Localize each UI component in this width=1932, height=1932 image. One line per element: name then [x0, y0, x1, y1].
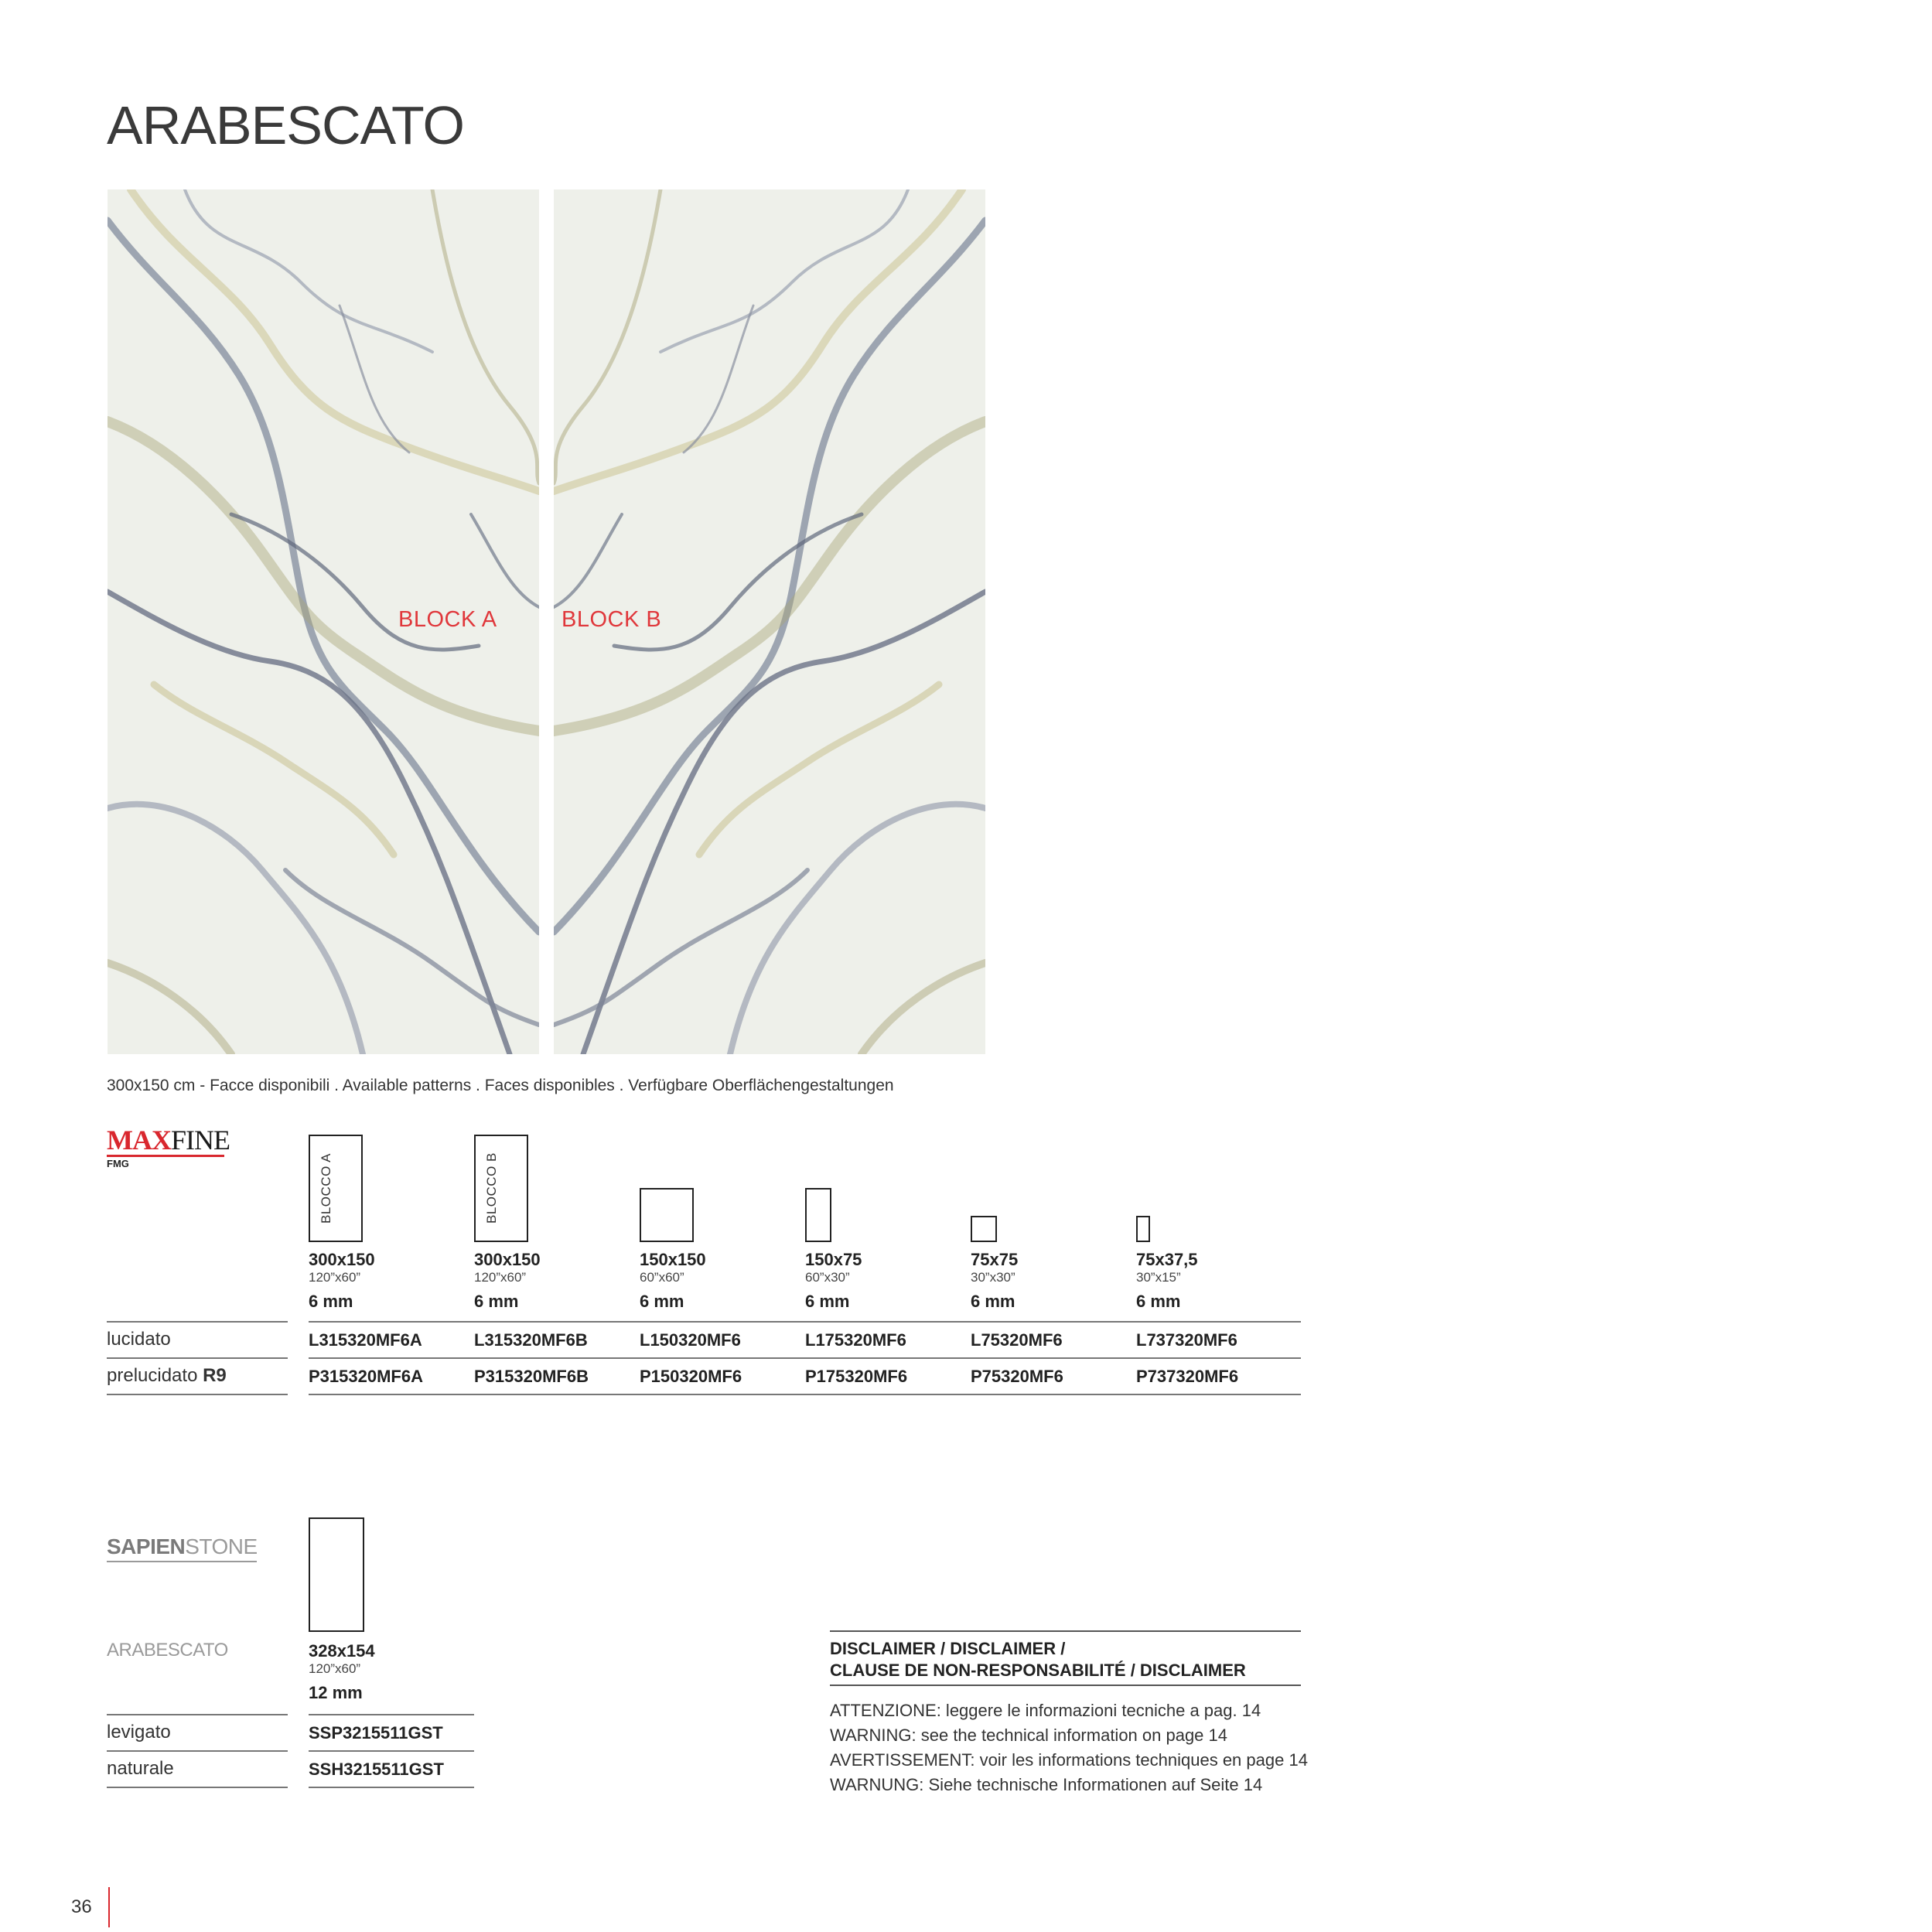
sapienstone-logo-light: STONE	[185, 1534, 258, 1558]
disclaimer-title	[830, 1638, 1246, 1681]
sapien-format-column	[309, 1641, 375, 1703]
product-code: P175320MF6	[805, 1367, 908, 1386]
format-size: 150x150	[640, 1250, 706, 1269]
row-label-prelucidato-text: prelucidato	[107, 1365, 198, 1386]
format-thickness: 6 mm	[971, 1292, 1015, 1311]
format-column-5	[971, 1250, 1018, 1312]
format-size: 75x75	[971, 1250, 1019, 1269]
maxfine-logo	[107, 1126, 230, 1169]
product-code: L315320MF6B	[474, 1330, 588, 1350]
format-shape-blocco-a	[309, 1135, 363, 1242]
disclaimer-line: WARNING: see the technical information on page 14	[830, 1725, 1228, 1745]
format-thickness: 6 mm	[640, 1292, 684, 1311]
sapienstone-logo	[107, 1534, 258, 1562]
row-label-naturale: naturale	[107, 1758, 174, 1779]
table-divider	[309, 1357, 1301, 1359]
sapienstone-logo-underline	[107, 1561, 257, 1562]
disclaimer-top-rule	[830, 1630, 1301, 1632]
product-code: P737320MF6	[1136, 1367, 1239, 1386]
disclaimer-line: ATTENZIONE: leggere le informazioni tecniche a pag. 14	[830, 1701, 1261, 1720]
row-label-lucidato: lucidato	[107, 1329, 171, 1350]
format-size-inches: 30”x15”	[1136, 1270, 1181, 1285]
row-label-prelucidato	[107, 1365, 227, 1387]
format-thickness: 6 mm	[309, 1292, 353, 1311]
sapienstone-product-name: ARABESCATO	[107, 1640, 228, 1661]
table-divider	[309, 1787, 474, 1788]
table-divider	[309, 1714, 474, 1715]
table-divider	[107, 1787, 288, 1788]
disclaimer-title-rule	[830, 1685, 1301, 1686]
disclaimer-title-line-2: CLAUSE DE NON-RESPONSABILITÉ / DISCLAIMER	[830, 1661, 1246, 1680]
blocco-a-label: BLOCCO A	[319, 1153, 333, 1224]
format-size-inches: 60”x60”	[640, 1270, 684, 1285]
table-divider	[309, 1750, 474, 1752]
table-divider	[107, 1357, 288, 1359]
product-code: L150320MF6	[640, 1330, 741, 1350]
table-divider	[107, 1750, 288, 1752]
patterns-caption: 300x150 cm - Facce disponibili . Available patterns . Faces disponibles . Verfügbare Oberflächengestaltungen	[107, 1077, 894, 1094]
format-shape-150x75	[805, 1188, 831, 1242]
row-label-levigato: levigato	[107, 1722, 171, 1743]
format-size-inches: 60”x30”	[805, 1270, 850, 1285]
format-shape-75x37-5	[1136, 1216, 1150, 1242]
format-column-2	[474, 1250, 541, 1312]
format-column-3	[640, 1250, 706, 1312]
marble-slab-b-image	[554, 189, 985, 1054]
format-column-1	[309, 1250, 375, 1312]
table-divider	[309, 1321, 1301, 1323]
block-b-label: BLOCK B	[562, 607, 662, 632]
format-size-inches: 120”x60”	[474, 1270, 527, 1285]
format-thickness: 6 mm	[805, 1292, 850, 1311]
product-code: L737320MF6	[1136, 1330, 1237, 1350]
blocco-b-label: BLOCCO B	[484, 1152, 499, 1224]
fmg-logo-text: FMG	[107, 1158, 129, 1169]
table-divider	[309, 1394, 1301, 1395]
maxfine-logo-red: MAX	[107, 1125, 171, 1155]
format-size: 328x154	[309, 1641, 375, 1661]
disclaimer-line: WARNUNG: Siehe technische Informationen auf Seite 14	[830, 1775, 1263, 1794]
product-code: P315320MF6B	[474, 1367, 589, 1386]
product-code: SSH3215511GST	[309, 1760, 444, 1779]
maxfine-logo-black: FINE	[170, 1125, 230, 1155]
page-title: ARABESCATO	[107, 95, 464, 155]
format-column-6	[1136, 1250, 1198, 1312]
table-divider	[107, 1394, 288, 1395]
block-a-label: BLOCK A	[398, 607, 497, 632]
product-code: L175320MF6	[805, 1330, 906, 1350]
format-shape-75x75	[971, 1216, 997, 1242]
format-size: 75x37,5	[1136, 1250, 1198, 1269]
format-size: 300x150	[309, 1250, 375, 1269]
sapienstone-logo-bold: SAPIEN	[107, 1534, 186, 1558]
format-size: 300x150	[474, 1250, 541, 1269]
disclaimer-body	[830, 1698, 1308, 1797]
format-shape-150x150	[640, 1188, 694, 1242]
marble-slab-a-image	[108, 189, 539, 1054]
product-code: P315320MF6A	[309, 1367, 423, 1386]
disclaimer-title-line-1: DISCLAIMER / DISCLAIMER /	[830, 1639, 1066, 1658]
format-column-4	[805, 1250, 862, 1312]
format-size-inches: 30”x30”	[971, 1270, 1015, 1285]
format-size-inches: 120”x60”	[309, 1270, 361, 1285]
format-shape-328x154	[309, 1517, 364, 1632]
format-size: 150x75	[805, 1250, 862, 1269]
format-thickness: 6 mm	[474, 1292, 519, 1311]
format-thickness: 12 mm	[309, 1683, 363, 1702]
page-number-bar	[108, 1887, 110, 1927]
table-divider	[107, 1714, 288, 1715]
product-code: L315320MF6A	[309, 1330, 422, 1350]
format-shape-blocco-b	[474, 1135, 528, 1242]
product-code: SSP3215511GST	[309, 1723, 443, 1743]
table-divider	[107, 1321, 288, 1323]
product-code: L75320MF6	[971, 1330, 1063, 1350]
format-thickness: 6 mm	[1136, 1292, 1181, 1311]
product-code: P150320MF6	[640, 1367, 742, 1386]
product-code: P75320MF6	[971, 1367, 1063, 1386]
row-label-r9: R9	[203, 1365, 227, 1386]
disclaimer-line: AVERTISSEMENT: voir les informations techniques en page 14	[830, 1750, 1308, 1770]
format-size-inches: 120”x60”	[309, 1661, 361, 1676]
page-number: 36	[71, 1896, 92, 1917]
